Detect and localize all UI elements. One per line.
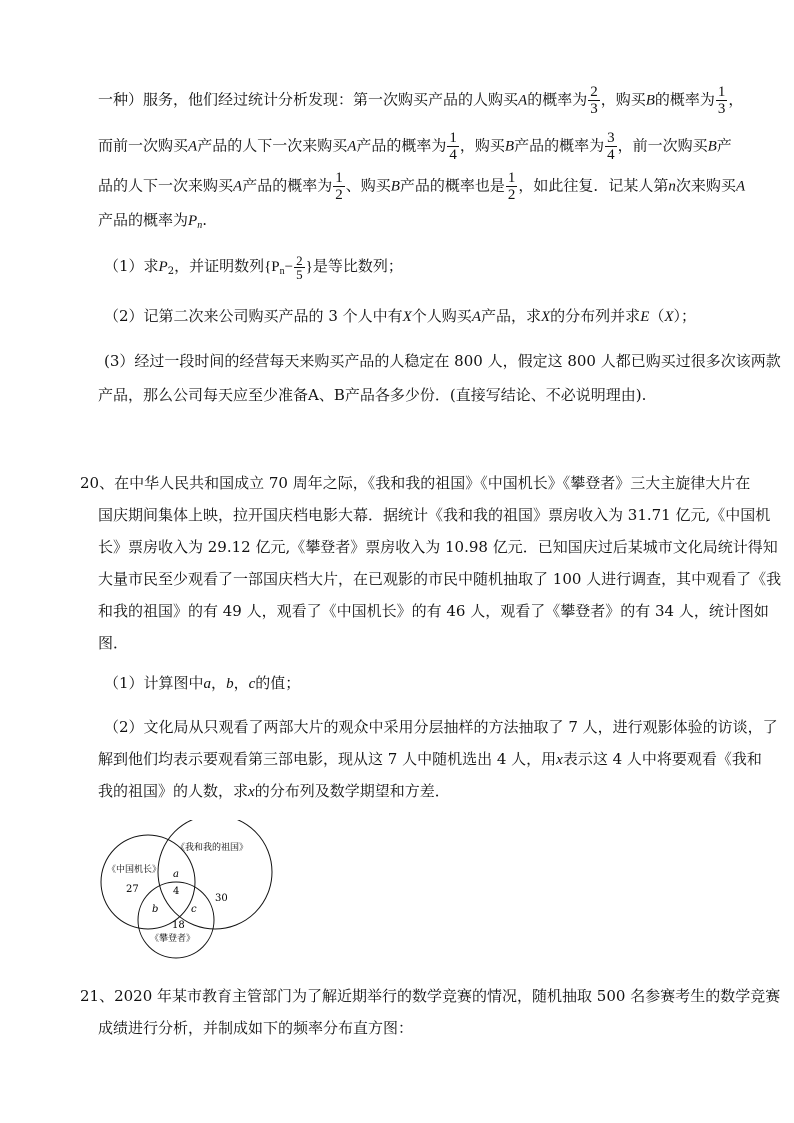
fraction-3-4: $\frac{3}{4}$ [607, 130, 615, 163]
fraction-2-3: $\frac{2}{3}$ [590, 84, 598, 117]
q20-part-2-line-3: 我的祖国》的人数，求x的分布列及数学期望和方差． [98, 782, 450, 800]
q19-part-3-line-1: (3）经过一段时间的经营每天来购买产品的人稳定在 800 人，假定这 800 人都已购买过很多次该两款 [104, 352, 781, 370]
venn-count-motherland-only: 30 [215, 893, 228, 904]
venn-var-b: b [152, 904, 159, 915]
q19-line-1: 一种）服务，他们经过统计分析发现：第一次购买产品的人购买A的概率为 $\frac{2}{3}$ ，购买B的概率为 $\frac{1}{3}$ ， [98, 84, 744, 117]
fraction-1-2: $\frac{1}{2}$ [335, 170, 343, 203]
q21-line-2: 成绩进行分析，并制成如下的频率分布直方图： [98, 1019, 414, 1037]
q19-part-2: （2）记第二次来公司购买产品的 3 个人中有X个人购买A产品，求X的分布列并求E（X）； [104, 307, 697, 325]
q19-line-4: 产品的概率为$P_n$. [98, 211, 207, 231]
sequence-expression: {$P_n-$ $\frac{2}{5}$ } [264, 253, 313, 282]
venn-label-climber: 《攀登者》 [150, 934, 196, 944]
q20-line-3: 长》票房收入为 29.12 亿元,《攀登者》票房收入为 10.98 亿元．已知国庆过后某城市文化局统计得知 [98, 538, 778, 556]
venn-var-c: c [191, 904, 197, 915]
q20-part-2-line-2: 解到他们均表示要观看第三部电影，现从这 7 人中随机选出 4 人，用x表示这 4 人中将要观看《我和 [98, 750, 762, 768]
venn-var-a: a [173, 869, 179, 880]
venn-count-center: 4 [173, 886, 180, 897]
fraction-1-4: $\frac{1}{4}$ [449, 130, 457, 163]
venn-count-captain-only: 27 [126, 884, 139, 895]
fraction-2-5: $\frac{2}{5}$ [296, 253, 303, 282]
q19-line-2: 而前一次购买A产品的人下一次来购买A产品的概率为 $\frac{1}{4}$ ，购买B产品的概率为 $\frac{3}{4}$ ，前一次购买B产 [98, 130, 732, 163]
q20-line-5: 和我的祖国》的有 49 人，观看了《中国机长》的有 46 人，观看了《攀登者》的有 34 人，统计图如 [98, 602, 769, 620]
q20-part-2-line-1: （2）文化局从只观看了两部大片的观众中采用分层抽样的方法抽取了 7 人，进行观影体验的访谈，了 [104, 718, 778, 736]
venn-diagram [90, 820, 290, 970]
q19-part-3-line-2: 产品，那么公司每天应至少准备A、B产品各多少份．(直接写结论、不必说明理由). [98, 386, 647, 404]
q19-line-3: 品的人下一次来购买A产品的概率为 $\frac{1}{2}$ 、购买B产品的概率也是 $\frac{1}{2}$ ，如此往复．记某人第n次来购买A [98, 170, 746, 203]
q20-line-1: 20、在中华人民共和国成立 70 周年之际，《我和我的祖国》《中国机长》《攀登者》三大主旋律大片在 [80, 474, 751, 492]
venn-count-climber-only: 18 [172, 920, 185, 931]
q20-line-6: 图． [98, 634, 129, 652]
venn-label-captain: 《中国机长》 [107, 865, 162, 875]
fraction-1-2-b: $\frac{1}{2}$ [507, 170, 516, 203]
q19-part-1: （1）求$P_2$，并证明数列{$P_n-$ $\frac{2}{5}$ }是等比数列； [104, 253, 403, 282]
q21-line-1: 21、2020 年某市教育主管部门为了解近期举行的数学竞赛的情况，随机抽取 500 名参赛考生的数学竞赛 [80, 987, 781, 1005]
q20-line-2: 国庆期间集体上映，拉开国庆档电影大幕．据统计《我和我的祖国》票房收入为 31.71 亿元,《中国机 [98, 506, 771, 524]
q20-line-4: 大量市民至少观看了一部国庆档大片，在已观影的市民中随机抽取了 100 人进行调查，其中观看了《我 [98, 570, 782, 588]
venn-label-motherland: 《我和我的祖国》 [176, 843, 249, 853]
fraction-1-3: $\frac{1}{3}$ [717, 84, 726, 117]
q20-part-1: （1）计算图中a，b，c的值； [104, 674, 301, 692]
